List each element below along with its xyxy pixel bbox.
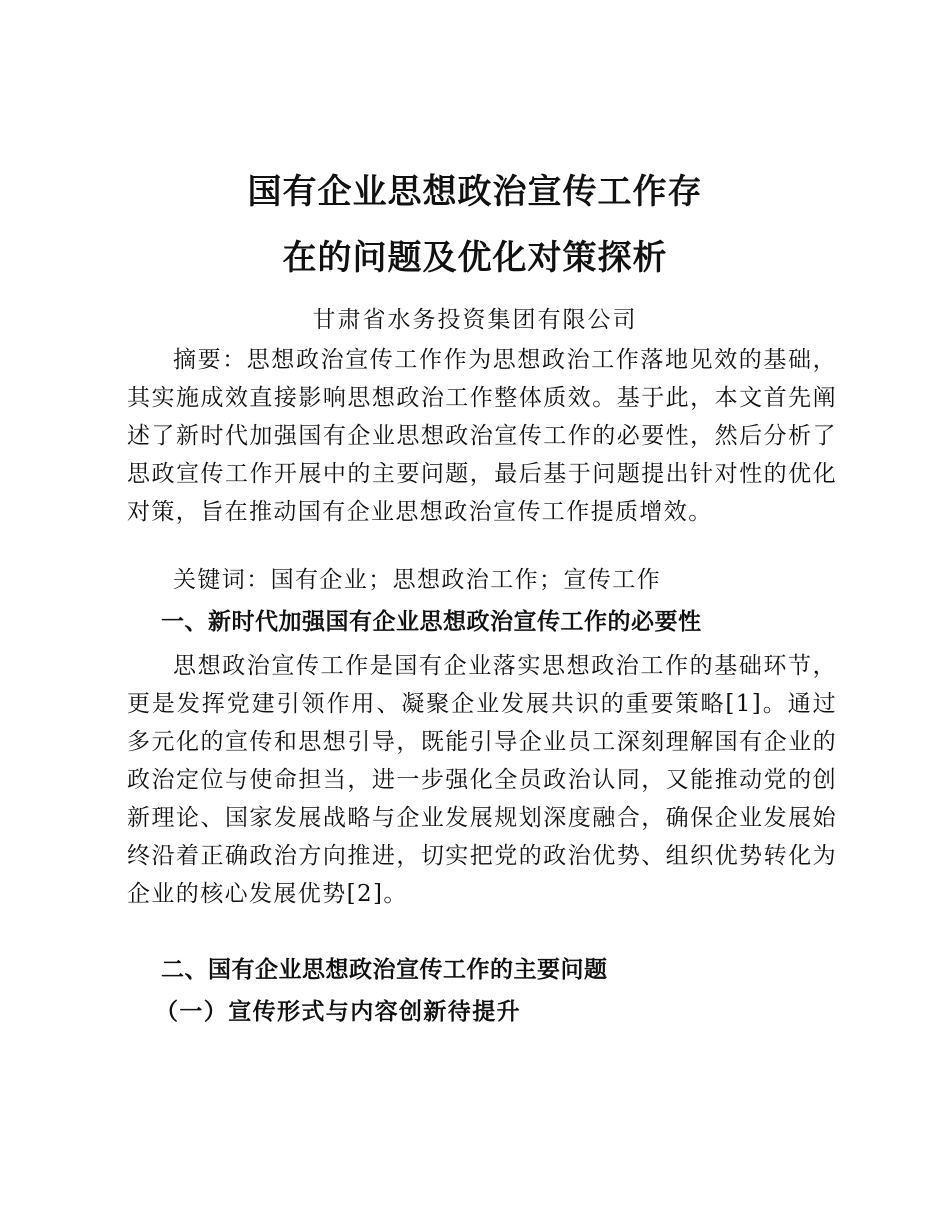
title-line-1: 国有企业思想政治宣传工作存 (247, 172, 703, 212)
abstract-paragraph: 摘要：思想政治宣传工作作为思想政治工作落地见效的基础，其实施成效直接影响思想政治工作整体质效。基于此，本文首先阐述了新时代加强国有企业思想政治宣传工作的必要性，然后分析了思政宣传工作开展中的主要问题，最后基于问题提出针对性的优化对策，旨在推动国有企业思想政治宣传工作提质增效。 (127, 347, 837, 525)
section-2-subheading-1: （一）宣传形式与内容创新待提升 (155, 998, 521, 1025)
author-affiliation: 甘肃省水务投资集团有限公司 (312, 307, 638, 333)
section-2-heading: 二、国有企业思想政治宣传工作的主要问题 (161, 957, 608, 983)
keywords-line: 关键词：国有企业；思想政治工作；宣传工作 (173, 567, 661, 593)
section-1-paragraph: 思想政治宣传工作是国有企业落实思想政治工作的基础环节，更是发挥党建引领作用、凝聚企业发展共识的重要策略[1]。通过多元化的宣传和思想引导，既能引导企业员工深刻理解国有企业的政治定位与使命担当，进一步强化全员政治认同，又能推动党的创新理论、国家发展战略与企业发展规划深度融合，确保企业发展始终沿着正确政治方向推进，切实把党的政治优势、组织优势转化为企业的核心发展优势[2]。 (127, 653, 837, 907)
title-line-2: 在的问题及优化对策探析 (282, 238, 668, 278)
keywords-block (127, 561, 837, 599)
section-1-body (127, 647, 837, 913)
section-1-heading: 一、新时代加强国有企业思想政治宣传工作的必要性 (161, 609, 702, 635)
abstract-block (127, 341, 837, 531)
